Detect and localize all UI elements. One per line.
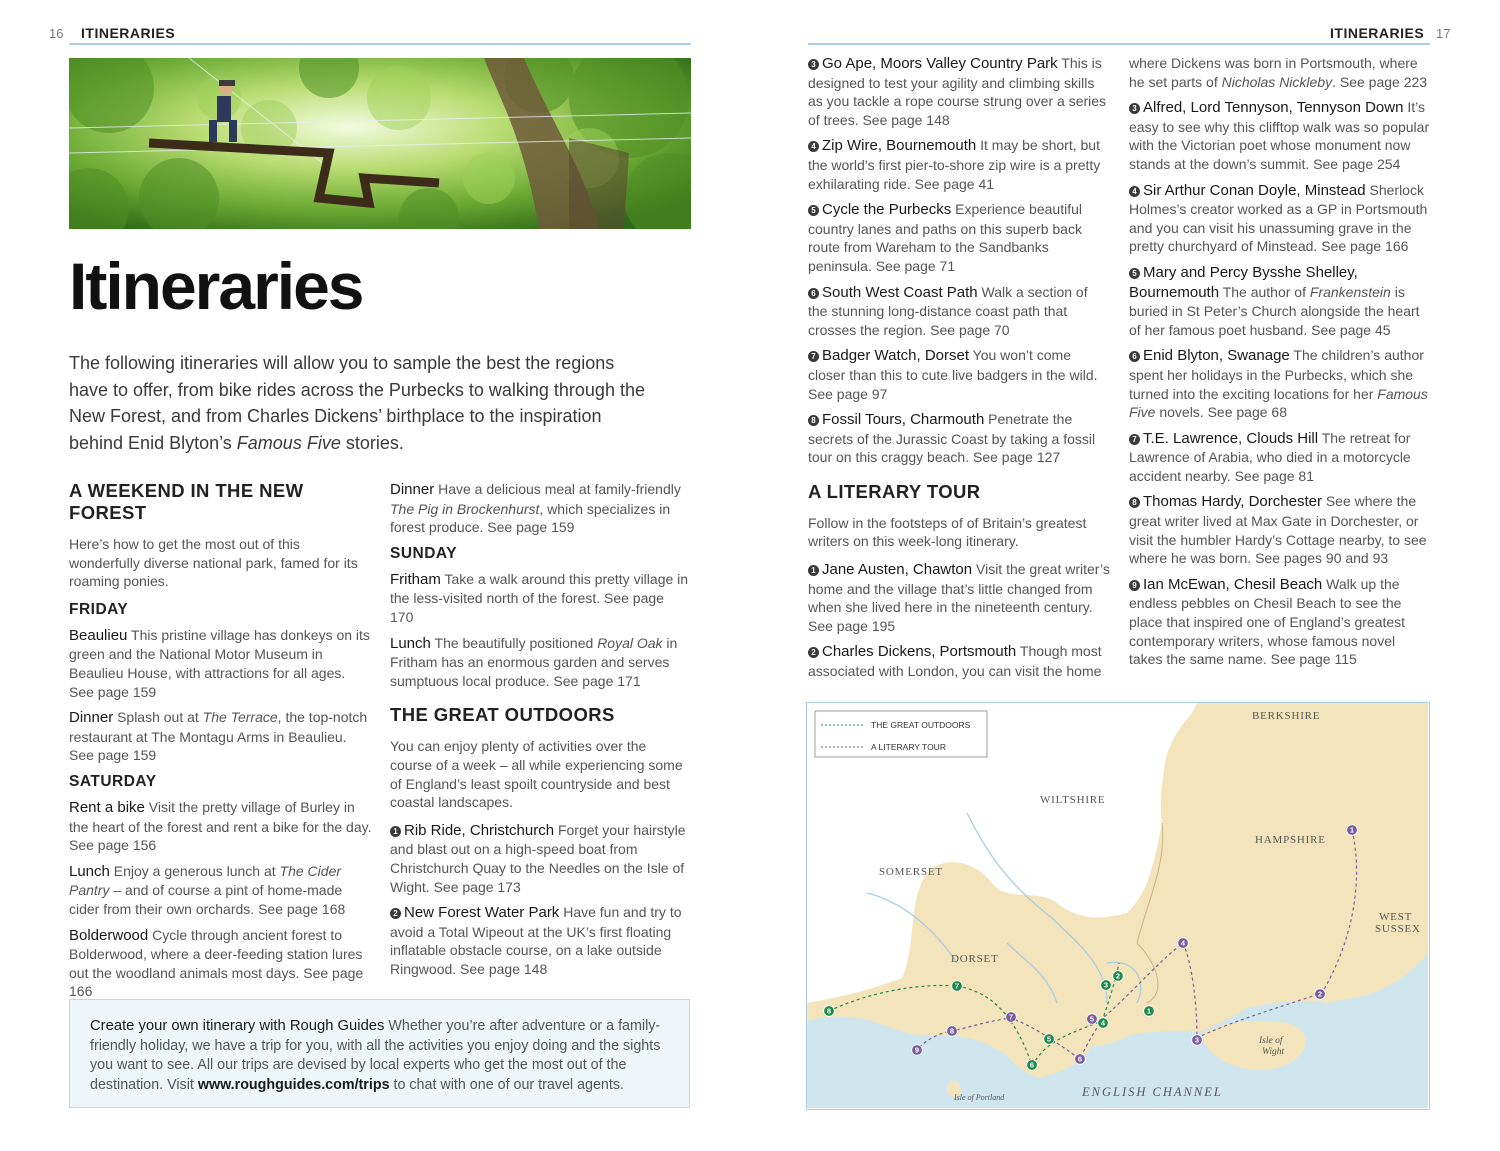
- outdoors-item-3: 3 Go Ape, Moors Valley Country Park This is designed to test your agility and climbing skills as you tackle a rope course strung over a series of trees. See page 148: [808, 55, 1107, 128]
- beaulieu-entry: Beaulieu This pristine village has donkeys on its green and the National Motor Museum in Beaulieu House, with attractions for all ages. See page 159: [69, 626, 370, 700]
- outdoors-item-4: 4 Zip Wire, Bournemouth It may be short, but the world’s first pier-to-shore zip wire is a pretty exhilarating ride. See page 41: [808, 137, 1101, 192]
- number-badge: 7: [808, 351, 819, 362]
- literary-marker-label-4: 4: [1180, 938, 1186, 948]
- number-badge: 6: [1129, 351, 1140, 362]
- literary-item-7: 7 T.E. Lawrence, Clouds Hill The retreat for Lawrence of Arabia, who died in a motorcycle accident nearby. See page 81: [1129, 429, 1411, 484]
- number-badge: 8: [1129, 497, 1140, 508]
- literary-marker-label-8: 8: [949, 1026, 955, 1036]
- weekend-column: [69, 480, 374, 1008]
- page-number-right: 17: [1436, 26, 1451, 41]
- literary-item-8: 8 Thomas Hardy, Dorchester See where the great writer lived at Max Gate in Dorchester, or visit the humbler Hardy’s Cottage nearby, to see where he was born. See pages 90 and 93: [1129, 493, 1427, 567]
- outdoors-item-7: 7 Badger Watch, Dorset You won’t come closer than this to cute live badgers in the wild. See page 97: [808, 347, 1098, 402]
- literary-marker-label-1: 1: [1349, 825, 1355, 835]
- page-title: Itineraries: [69, 249, 363, 323]
- literary-item-6: 6 Enid Blyton, Swanage The children’s author spent her holidays in the Purbecks, which she turned into the exciting locations for her Famous Five novels. See page 68: [1129, 347, 1428, 421]
- literary-item-9: 9 Ian McEwan, Chesil Beach Walk up the endless pebbles on Chesil Beach to see the place that inspired one of England’s greatest contemporary writers, whose famous novel takes the same name. See page 115: [1129, 575, 1406, 668]
- outdoors-item-1: 1 Rib Ride, Christchurch Forget your hairstyle and blast out on a high-speed boat from Christchurch Quay to the Needles on the Isle of Wight. See page 173: [390, 821, 686, 895]
- header-rule-right: [808, 43, 1430, 45]
- weekend-lead: Here’s how to get the most out of this wonderfully diverse national park, famed for its roaming ponies.: [69, 536, 358, 590]
- running-head-right: ITINERARIES: [1330, 25, 1425, 41]
- fritham-entry: Fritham Take a walk around this pretty village in the less-visited north of the forest. See page 170: [390, 570, 689, 625]
- outdoors-item-8: 8 Fossil Tours, Charmouth Penetrate the secrets of the Jurassic Coast by taking a fossil tour on this craggy beach. See page 127: [808, 411, 1096, 466]
- literary-marker-label-6: 6: [1077, 1054, 1083, 1064]
- map-legend: [815, 711, 987, 757]
- number-badge: 5: [808, 205, 819, 216]
- number-badge: 9: [1129, 580, 1140, 591]
- dinner-saturday-entry: Dinner Have a delicious meal at family-friendly The Pig in Brockenhurst, which specializes in forest produce. See page 159: [390, 481, 681, 536]
- bolderwood-entry: Bolderwood Cycle through ancient forest to Bolderwood, where a deer-feeding station lures out the woodland animals most days. See page 166: [69, 926, 364, 1000]
- literary-heading: A LITERARY TOUR: [808, 480, 981, 502]
- rent-bike-entry: Rent a bike Visit the pretty village of Burley in the heart of the forest and rent a bike for the day. See page 156: [69, 798, 372, 854]
- number-badge: 1: [390, 826, 401, 837]
- outdoors-marker-label-3: 3: [1103, 980, 1109, 990]
- label-english-channel: ENGLISH CHANNEL: [1082, 1085, 1223, 1099]
- outdoors-marker-label-6: 6: [1029, 1060, 1035, 1070]
- label-isle-of: Isle of: [1259, 1036, 1283, 1046]
- literary-item-2: 2 Charles Dickens, Portsmouth Though most associated with London, you can visit the home: [808, 643, 1102, 680]
- number-badge: 5: [1129, 268, 1140, 279]
- number-badge: 4: [808, 141, 819, 152]
- intro-paragraph: The following itineraries will allow you to sample the best the regions have to offer, from bike rides across the Purbecks to walking through the New Forest, and from Charles Dickens’ birthplace to the inspiration behind Enid Blyton’s Famous Five stories.: [69, 353, 645, 453]
- lunch-sunday-entry: Lunch The beautifully positioned Royal Oak in Fritham has an enormous garden and serves sumptuous local produce. See page 171: [390, 634, 678, 689]
- weekend-continued-column: [390, 480, 690, 985]
- label-hampshire: HAMPSHIRE: [1255, 834, 1326, 846]
- label-sussex: SUSSEX: [1375, 923, 1421, 935]
- map-canvas: [807, 703, 1428, 1108]
- literary-lead: Follow in the footsteps of of Britain’s greatest writers on this week-long itinerary.: [808, 514, 1087, 550]
- weekend-heading: A WEEKEND IN THE NEW FOREST: [69, 480, 304, 523]
- number-badge: 3: [808, 59, 819, 70]
- label-west: WEST: [1379, 911, 1413, 923]
- callout-title: Create your own itinerary with Rough Guides: [90, 1018, 385, 1034]
- outdoors-continued-column: [808, 54, 1110, 688]
- outdoors-item-6: 6 South West Coast Path Walk a section of the stunning long-distance coast path that crosses the region. See page 70: [808, 283, 1088, 338]
- outdoors-marker-label-1: 1: [1146, 1006, 1152, 1016]
- outdoors-marker-label-2: 2: [1115, 971, 1121, 981]
- outdoors-heading: THE GREAT OUTDOORS: [390, 704, 615, 726]
- sunday-heading: SUNDAY: [390, 544, 458, 562]
- callout-link[interactable]: www.roughguides.com/trips: [197, 1076, 390, 1093]
- outdoors-marker-label-8: 8: [826, 1006, 832, 1016]
- literary-item-1: 1 Jane Austen, Chawton Visit the great writer’s home and the village that’s little changed from when she lived here in the nineteenth century. See page 195: [808, 561, 1110, 634]
- literary-marker-label-7: 7: [1008, 1012, 1014, 1022]
- label-dorset: DORSET: [951, 953, 999, 965]
- outdoors-item-5: 5 Cycle the Purbecks Experience beautiful country lanes and paths on this superb back route from Wareham to the Sandbanks peninsula. See page 71: [808, 201, 1082, 274]
- literary-marker-label-3: 3: [1194, 1035, 1200, 1045]
- friday-heading: FRIDAY: [69, 600, 129, 618]
- number-badge: 6: [808, 288, 819, 299]
- outdoors-marker-label-4: 4: [1100, 1018, 1106, 1028]
- running-head-left: ITINERARIES: [81, 25, 176, 41]
- treetop-adventure-photo: [69, 58, 691, 229]
- rough-guides-callout: Create your own itinerary with Rough Guides Whether you’re after adventure or a family-friendly holiday, we have a trip for you, with all the activities you enjoy doing and the sights you want to see. All our trips are devised by local experts who get the most out of the destination. Visit www.roughguides.com/trips to chat with one of our travel agents.: [69, 999, 690, 1108]
- literary-item-2-continued: where Dickens was born in Portsmouth, where he set parts of Nicholas Nickleby. See page 223: [1129, 55, 1428, 90]
- outdoors-lead: You can enjoy plenty of activities over the course of a week – all while experiencing some of England’s least spoilt countryside and best coastal landscapes.: [390, 738, 683, 811]
- number-badge: 4: [1129, 186, 1140, 197]
- dinner-friday-entry: Dinner Splash out at The Terrace, the top-notch restaurant at The Montagu Arms in Beaulieu. See page 159: [69, 709, 368, 764]
- itineraries-map: [806, 702, 1430, 1110]
- label-wiltshire: WILTSHIRE: [1040, 794, 1106, 806]
- outdoors-item-2: 2 New Forest Water Park Have fun and try to avoid a Total Wipeout at the UK’s first floating inflatable obstacle course, on a lake outside Ringwood. See page 148: [390, 904, 682, 977]
- saturday-heading: SATURDAY: [69, 772, 157, 790]
- literary-marker-label-5: 5: [1089, 1014, 1095, 1024]
- outdoors-marker-label-5: 5: [1046, 1034, 1052, 1044]
- literary-item-5: 5 Mary and Percy Bysshe Shelley, Bournemouth The author of Frankenstein is buried in St Peter’s Church alongside the heart of her famous poet husband. See page 45: [1129, 263, 1420, 338]
- lunch-saturday-entry: Lunch Enjoy a generous lunch at The Cider Pantry – and of course a pint of home-made cider from their own orchards. See page 168: [69, 862, 346, 917]
- number-badge: 2: [808, 647, 819, 658]
- literary-item-3: 3 Alfred, Lord Tennyson, Tennyson Down It’s easy to see why this clifftop walk was so popular with the Victorian poet whose monument now stands at the down’s summit. See page 254: [1129, 99, 1430, 172]
- number-badge: 2: [390, 908, 401, 919]
- literary-marker-label-9: 9: [914, 1045, 920, 1055]
- number-badge: 3: [1129, 103, 1140, 114]
- label-somerset: SOMERSET: [879, 866, 943, 878]
- label-berkshire: BERKSHIRE: [1252, 710, 1321, 722]
- legend-literary-label: A LITERARY TOUR: [871, 742, 946, 752]
- literary-continued-column: [1129, 54, 1430, 676]
- number-badge: 1: [808, 565, 819, 576]
- literary-marker-label-2: 2: [1317, 989, 1323, 999]
- number-badge: 8: [808, 415, 819, 426]
- header-rule-left: [69, 43, 691, 45]
- outdoors-marker-label-7: 7: [954, 981, 960, 991]
- legend-outdoors-label: THE GREAT OUTDOORS: [871, 720, 971, 730]
- label-portland: Isle of Portland: [954, 1093, 1005, 1102]
- literary-item-4: 4 Sir Arthur Conan Doyle, Minstead Sherlock Holmes’s creator worked as a GP in Portsmouth and you can visit his unassuming grave in the pretty churchyard of Minstead. See page 166: [1129, 181, 1428, 255]
- number-badge: 7: [1129, 434, 1140, 445]
- label-wight: Wight: [1262, 1047, 1285, 1057]
- page-number-left: 16: [49, 26, 64, 41]
